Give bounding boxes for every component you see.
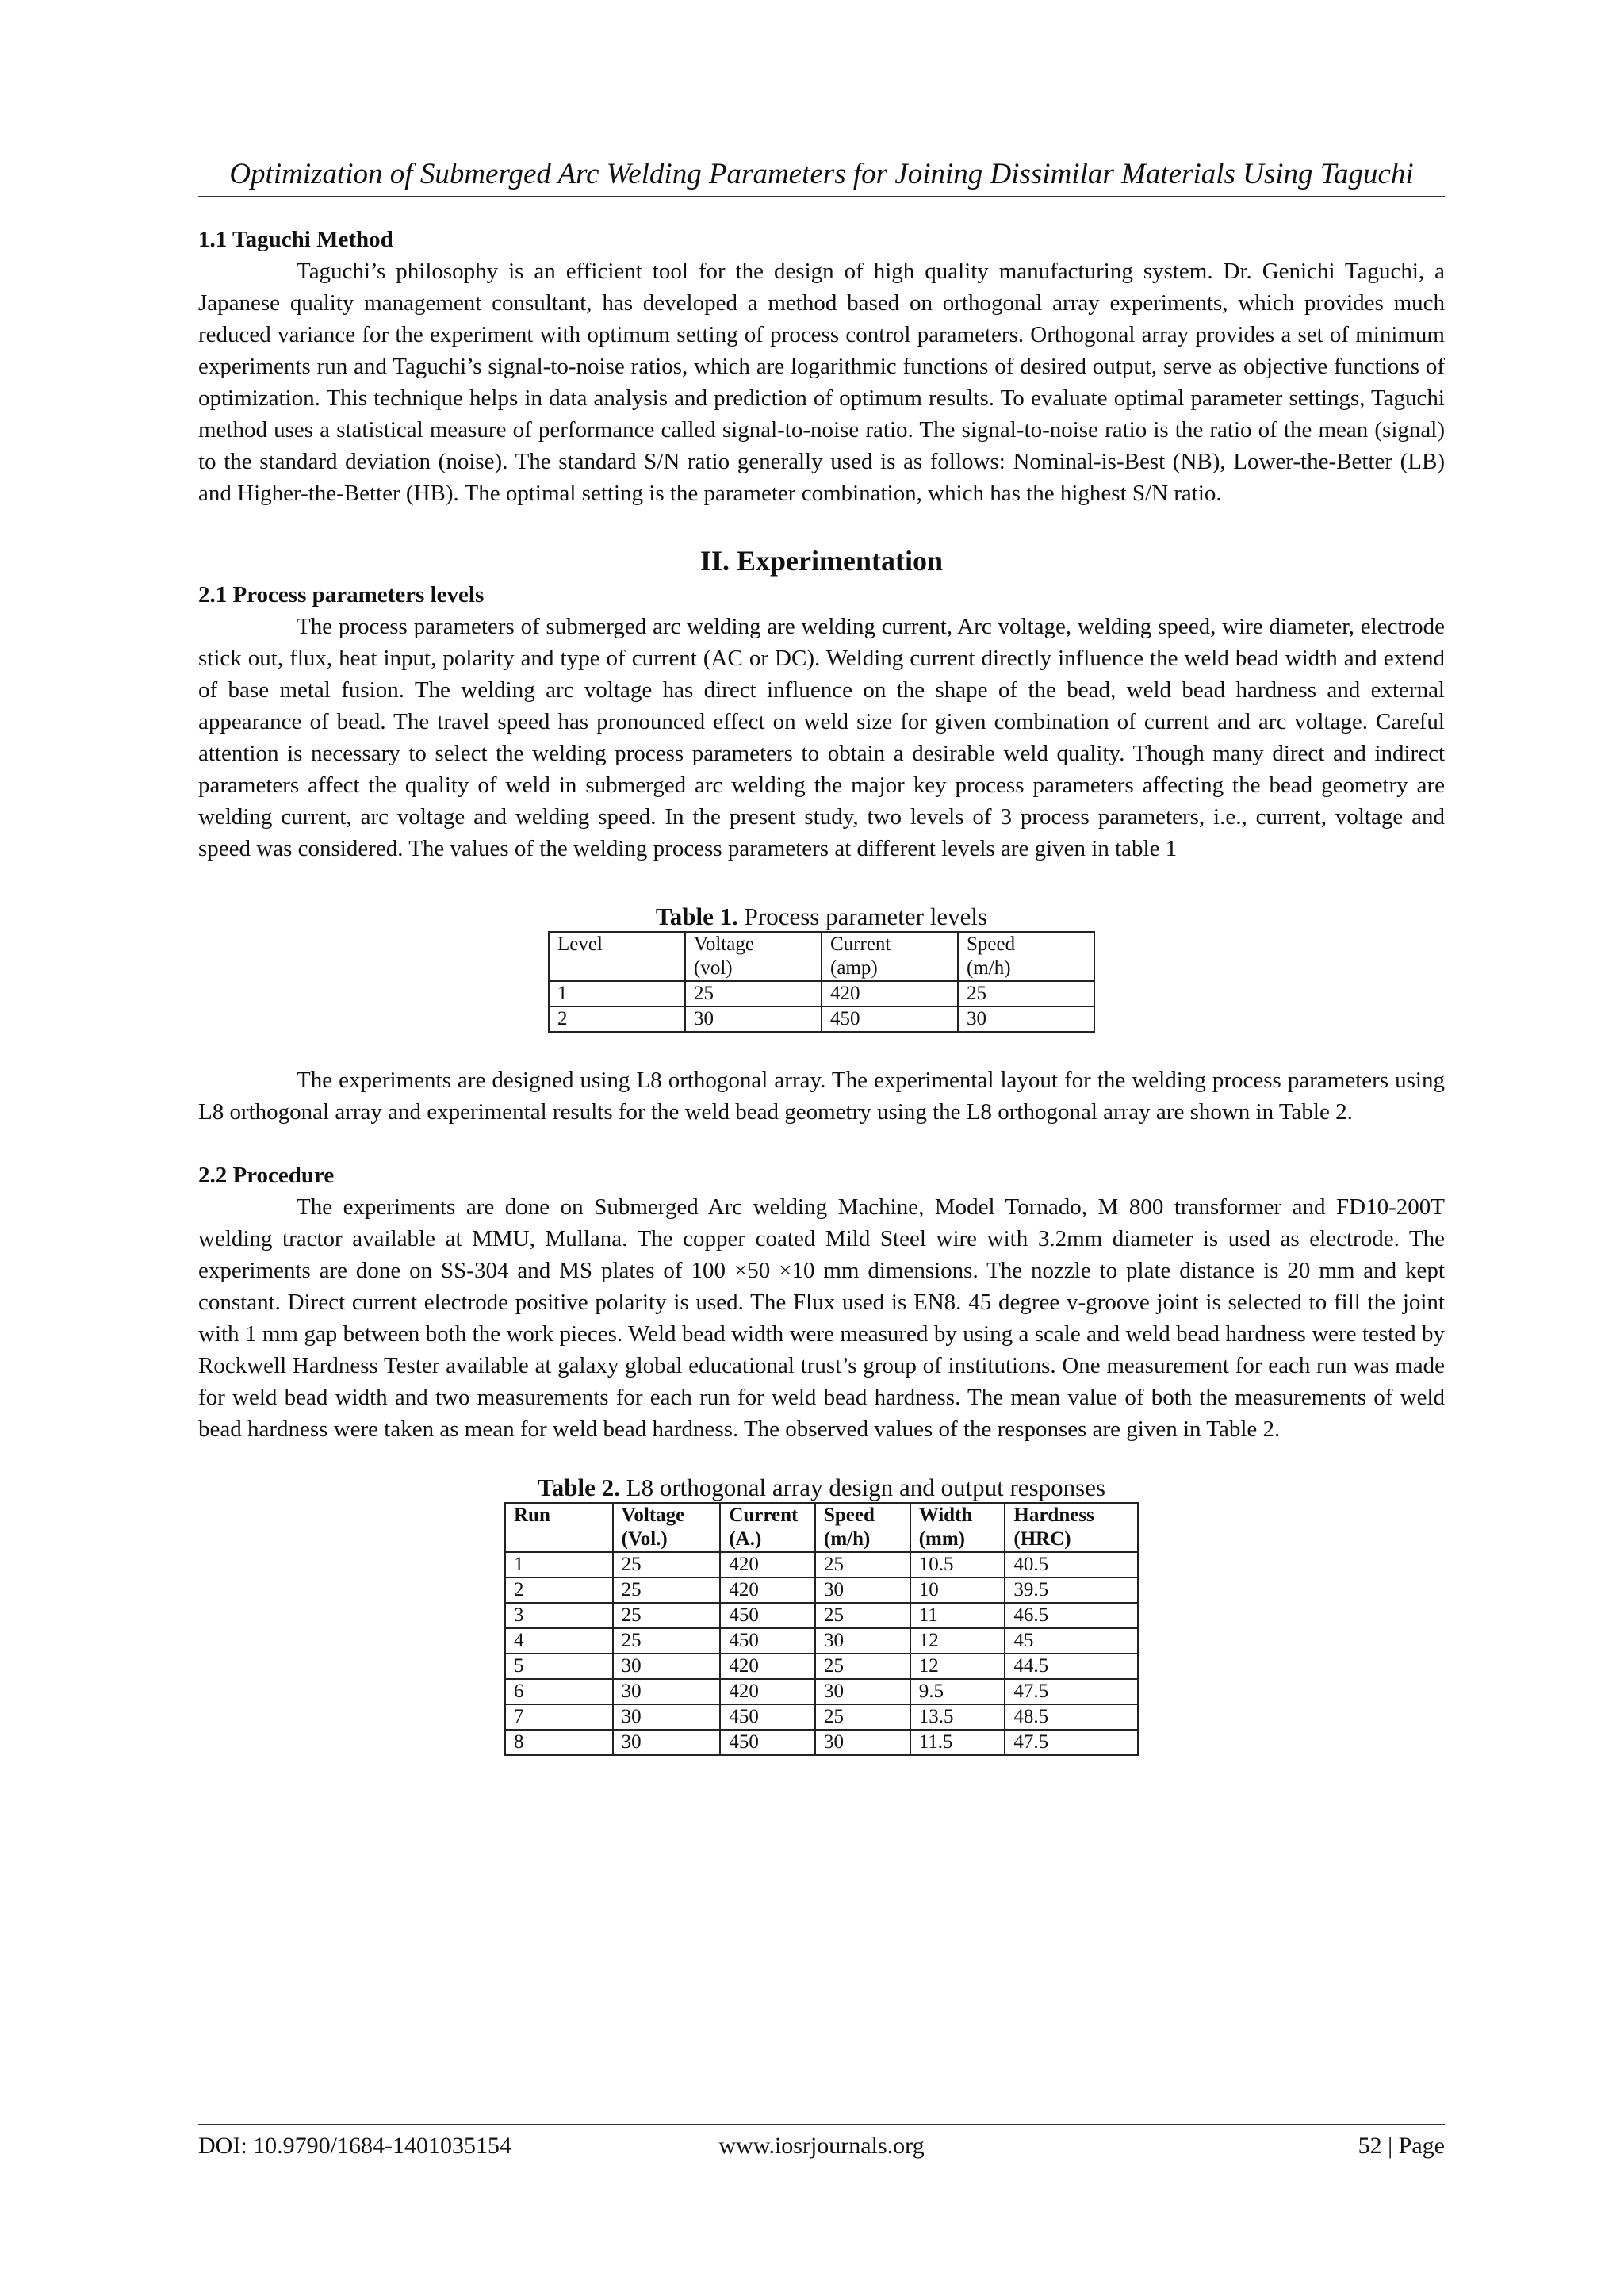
table-cell: 47.5 — [1005, 1679, 1138, 1704]
table2-header-cell: Speed (m/h) — [815, 1503, 910, 1552]
table2-header-cell: Width (mm) — [910, 1503, 1005, 1552]
table-cell: 1 — [505, 1552, 613, 1577]
footer-website: www.iosrjournals.org — [718, 2133, 925, 2159]
table-cell: 25 — [815, 1704, 910, 1730]
table2-header-row — [505, 1503, 1138, 1552]
page-content — [198, 224, 1445, 1756]
table-cell: 45 — [1005, 1628, 1138, 1654]
paragraph-taguchi-method: Taguchi’s philosophy is an efficient tool for the design of high quality manufacturing system. Dr. Genichi Taguchi, a Japanese quality management consultant, has developed a method based on orthogonal array experiments, which provides much reduced variance for the experiment with optimum setting of process control parameters. Orthogonal array provides a set of minimum experiments run and Taguchi’s signal-to-noise ratios, which are logarithmic functions of desired output, serve as objective functions of optimization. This technique helps in data analysis and prediction of optimum results. To evaluate optimal parameter settings, Taguchi method uses a statistical measure of performance called signal-to-noise ratio. The signal-to-noise ratio is the ratio of the mean (signal) to the standard deviation (noise). The standard S/N ratio generally used is as follows: Nominal-is-Best (NB), Lower-the-Better (LB) and Higher-the-Better (HB). The optimal setting is the parameter combination, which has the highest S/N ratio. — [198, 259, 1445, 506]
table-cell: 30 — [815, 1679, 910, 1704]
table-cell: 30 — [613, 1654, 721, 1679]
paragraph-process-parameters: The process parameters of submerged arc welding are welding current, Arc voltage, welding speed, wire diameter, electrode stick out, flux, heat input, polarity and type of current (AC or DC). Welding current directly influence the weld bead width and extend of base metal fusion. The welding arc voltage has direct influence on the shape of the bead, weld bead hardness and external appearance of bead. The travel speed has pronounced effect on weld size for given combination of current and arc voltage. Careful attention is necessary to select the welding process parameters to obtain a desirable weld quality. Though many direct and indirect parameters affect the quality of weld in submerged arc welding the major key process parameters affecting the bead geometry are welding current, arc voltage and welding speed. In the present study, two levels of 3 process parameters, i.e., current, voltage and speed was considered. The values of the welding process parameters at different levels are given in table 1 — [198, 614, 1445, 861]
table2-header-cell: Current (A.) — [720, 1503, 815, 1552]
table-cell: 48.5 — [1005, 1704, 1138, 1730]
table2-header-cell: Run — [505, 1503, 613, 1552]
table-cell: 12 — [910, 1654, 1005, 1679]
table-cell: 1 — [549, 981, 685, 1006]
table-cell: 10 — [910, 1577, 1005, 1603]
heading-procedure: 2.2 Procedure — [198, 1163, 335, 1188]
table-cell: 7 — [505, 1704, 613, 1730]
table-cell: 450 — [720, 1628, 815, 1654]
table-cell: 11.5 — [910, 1730, 1005, 1755]
table-cell: 25 — [613, 1577, 721, 1603]
table-cell: 40.5 — [1005, 1552, 1138, 1577]
table1-title: Process parameter levels — [737, 903, 988, 930]
table-cell: 25 — [613, 1628, 721, 1654]
table-cell: 44.5 — [1005, 1654, 1138, 1679]
table-cell: 25 — [613, 1552, 721, 1577]
footer-doi: DOI: 10.9790/1684-1401035154 — [198, 2133, 511, 2159]
table2-label: Table 2. — [537, 1474, 620, 1501]
table-cell: 6 — [505, 1679, 613, 1704]
table-cell: 30 — [613, 1704, 721, 1730]
table1-header-cell: Speed (m/h) — [958, 932, 1094, 981]
table-row — [505, 1679, 1138, 1704]
table-cell: 450 — [720, 1603, 815, 1628]
table-cell: 420 — [720, 1552, 815, 1577]
table1-header-cell: Voltage (vol) — [685, 932, 822, 981]
table-cell: 9.5 — [910, 1679, 1005, 1704]
running-header — [198, 155, 1445, 197]
table-cell: 12 — [910, 1628, 1005, 1654]
table-cell: 30 — [958, 1006, 1094, 1032]
table-row — [505, 1577, 1138, 1603]
table-cell: 450 — [720, 1730, 815, 1755]
table-cell: 30 — [815, 1628, 910, 1654]
table-cell: 25 — [815, 1654, 910, 1679]
table-cell: 30 — [613, 1730, 721, 1755]
table1-label: Table 1. — [655, 903, 738, 930]
table2-caption — [198, 1474, 1445, 1502]
table-cell: 25 — [815, 1552, 910, 1577]
table2-l8-orthogonal-array — [504, 1502, 1139, 1756]
table-cell: 2 — [549, 1006, 685, 1032]
table-cell: 420 — [822, 981, 958, 1006]
table-cell: 420 — [720, 1577, 815, 1603]
table1-header-cell: Level — [549, 932, 685, 981]
table-cell: 10.5 — [910, 1552, 1005, 1577]
table-cell: 25 — [613, 1603, 721, 1628]
table-cell: 25 — [815, 1603, 910, 1628]
table-cell: 2 — [505, 1577, 613, 1603]
heading-process-parameters-levels: 2.1 Process parameters levels — [198, 582, 485, 608]
footer-page-number: 52 | Page — [1358, 2133, 1445, 2159]
table-cell: 11 — [910, 1603, 1005, 1628]
table-cell: 30 — [815, 1577, 910, 1603]
table-row — [505, 1552, 1138, 1577]
table-cell: 25 — [958, 981, 1094, 1006]
table-cell: 420 — [720, 1654, 815, 1679]
table-cell: 30 — [685, 1006, 822, 1032]
heading-taguchi-method: 1.1 Taguchi Method — [198, 227, 393, 252]
table-cell: 47.5 — [1005, 1730, 1138, 1755]
table1-process-parameter-levels — [548, 931, 1095, 1033]
table1-caption — [198, 903, 1445, 931]
paragraph-l8-array: The experiments are designed using L8 orthogonal array. The experimental layout for the welding process parameters using L8 orthogonal array and experimental results for the weld bead geometry using the L8 orthogonal array are shown in Table 2. — [198, 1068, 1445, 1125]
table-cell: 3 — [505, 1603, 613, 1628]
table-cell: 13.5 — [910, 1704, 1005, 1730]
table-row — [549, 981, 1094, 1006]
table-row — [505, 1654, 1138, 1679]
table-row — [549, 1006, 1094, 1032]
table1-header-cell: Current (amp) — [822, 932, 958, 981]
table-cell: 46.5 — [1005, 1603, 1138, 1628]
table-cell: 25 — [685, 981, 822, 1006]
table-cell: 4 — [505, 1628, 613, 1654]
table-row — [505, 1628, 1138, 1654]
paragraph-procedure: The experiments are done on Submerged Arc welding Machine, Model Tornado, M 800 transformer and FD10-200T welding tractor available at MMU, Mullana. The copper coated Mild Steel wire with 3.2mm diameter is used as electrode. The experiments are done on SS-304 and MS plates of 100 ×50 ×10 mm dimensions. The nozzle to plate distance is 20 mm and kept constant. Direct current electrode positive polarity is used. The Flux used is EN8. 45 degree v-groove joint is selected to fill the joint with 1 mm gap between both the work pieces. Weld bead width were measured by using a scale and weld bead hardness were tested by Rockwell Hardness Tester available at galaxy global educational trust’s group of institutions. One measurement for each run was made for weld bead width and two measurements for each run for weld bead hardness. The mean value of both the measurements of weld bead hardness were taken as mean for weld bead hardness. The observed values of the responses are given in Table 2. — [198, 1194, 1445, 1442]
table2-title: L8 orthogonal array design and output responses — [619, 1474, 1106, 1501]
table-cell: 450 — [822, 1006, 958, 1032]
table1-header-row — [549, 932, 1094, 981]
table-cell: 450 — [720, 1704, 815, 1730]
table-cell: 39.5 — [1005, 1577, 1138, 1603]
table-row — [505, 1730, 1138, 1755]
table-cell: 30 — [815, 1730, 910, 1755]
heading-experimentation: II. Experimentation — [700, 545, 943, 577]
table-cell: 8 — [505, 1730, 613, 1755]
table2-header-cell: Hardness (HRC) — [1005, 1503, 1138, 1552]
table2-header-cell: Voltage (Vol.) — [613, 1503, 721, 1552]
table-cell: 5 — [505, 1654, 613, 1679]
table-cell: 30 — [613, 1679, 721, 1704]
running-header-title: Optimization of Submerged Arc Welding Parameters for Joining Dissimilar Materials Using Taguchi — [229, 158, 1414, 190]
page-footer — [198, 2124, 1445, 2159]
table-cell: 420 — [720, 1679, 815, 1704]
table-row — [505, 1603, 1138, 1628]
table-row — [505, 1704, 1138, 1730]
